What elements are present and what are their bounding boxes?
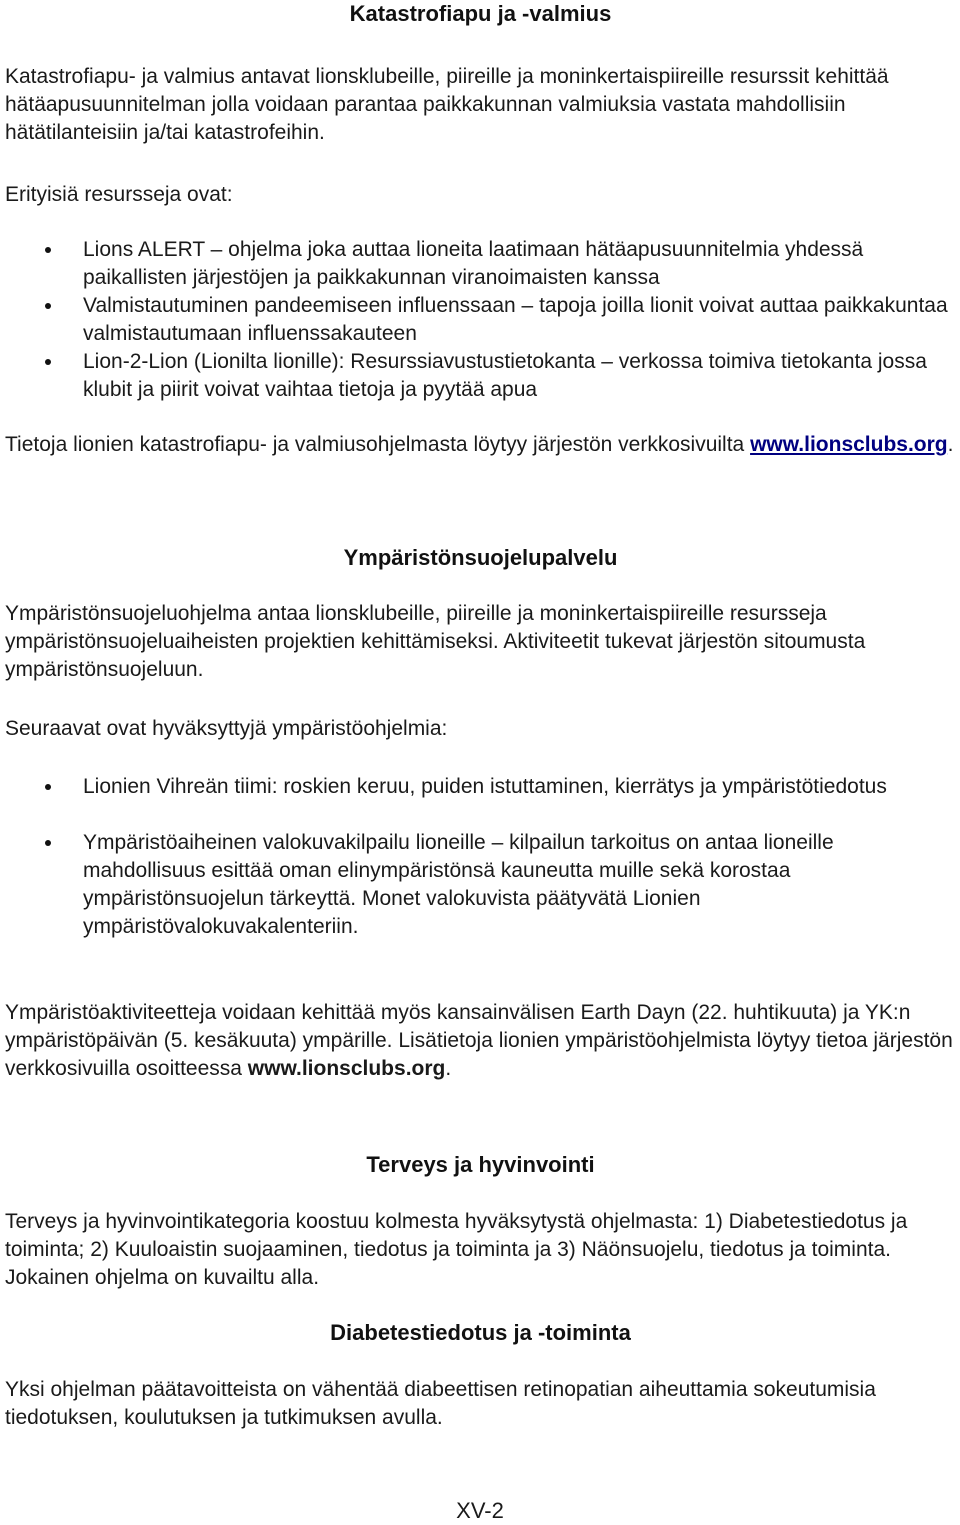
resources-list <box>5 236 956 404</box>
link-suffix: . <box>445 1057 452 1080</box>
resources-label: Erityisiä resursseja ovat: <box>5 183 233 206</box>
page-number: XV-2 <box>456 1498 504 1523</box>
heading-katastrofiapu: Katastrofiapu ja -valmius <box>349 1 612 26</box>
programs-label: Seuraavat ovat hyväksyttyjä ympäristöohjelmia: <box>5 717 448 740</box>
heading-ymparistonsuojelu: Ympäristönsuojelupalvelu <box>343 545 618 570</box>
section2-intro: Ympäristönsuojeluohjelma antaa lionsklubeille, piireille ja moninkertaispiireille resursseja ympäristönsuojeluaiheisten projektien kehittämiseksi. Aktiviteetit tukevat järjestön sitoumusta ympäristönsuojeluun. <box>5 602 866 681</box>
list-item: Ympäristöaiheinen valokuvakilpailu lioneille – kilpailun tarkoitus on antaa lioneille mahdollisuus esittää oman elinympäristönsä kauneutta muille sekä korostaa ympäristönsuojelun tärkeyttä. Monet valokuvista päätyvätä Lionien ympäristövalokuvakalenteriin. <box>5 829 956 941</box>
section1-info <box>5 431 956 459</box>
lionsclubs-address[interactable]: www.lionsclubs.org <box>247 1057 446 1080</box>
section3-intro: Terveys ja hyvinvointikategoria koostuu kolmesta hyväksytystä ohjelmasta: 1) Diabetestiedotus ja toiminta; 2) Kuuloaistin suojaaminen, tiedotus ja toiminta ja 3) Näönsuojelu, tiedotus ja toiminta. Jokainen ohjelma on kuvailtu alla. <box>5 1210 908 1289</box>
section2-outro <box>5 999 956 1083</box>
lionsclubs-link[interactable]: www.lionsclubs.org <box>750 433 948 456</box>
link-suffix: . <box>947 433 954 456</box>
programs-list <box>5 773 956 941</box>
list-item: Lion-2-Lion (Lionilta lionille): Resurssiavustustietokanta – verkossa toimiva tietokanta jossa klubit ja piirit voivat vaihtaa tietoja ja pyytää apua <box>5 348 956 404</box>
list-item: Valmistautuminen pandeemiseen influenssaan – tapoja joilla lionit voivat auttaa paikkakuntaa valmistautumaan influenssakauteen <box>5 292 956 348</box>
outro-text: Ympäristöaktiviteetteja voidaan kehittää myös kansainvälisen Earth Dayn (22. huhtikuuta) ja YK:n ympäristöpäivän (5. kesäkuuta) ympärille. Lisätietoja lionien ympäristöohjelmista löytyy tietoa järjestön verkkosivuilla osoitteessa <box>5 1001 953 1080</box>
section4-intro: Yksi ohjelman päätavoitteista on vähentää diabeettisen retinopatian aiheuttamia sokeutumisia tiedotuksen, koulutuksen ja tutkimuksen avulla. <box>5 1378 876 1429</box>
heading-diabetes: Diabetestiedotus ja -toiminta <box>330 1320 631 1345</box>
list-item: Lions ALERT – ohjelma joka auttaa lioneita laatimaan hätäapusuunnitelmia yhdessä paikallisten järjestöjen ja paikkakunnan viranoimaisten kanssa <box>5 236 956 292</box>
heading-terveys: Terveys ja hyvinvointi <box>366 1152 595 1177</box>
info-text: Tietoja lionien katastrofiapu- ja valmiusohjelmasta löytyy järjestön verkkosivuilta <box>5 433 745 456</box>
section1-intro: Katastrofiapu- ja valmius antavat lionsklubeille, piireille ja moninkertaispiireille resurssit kehittää hätäapusuunnitelman jolla voidaan parantaa paikkakunnan valmiuksia vastata mahdollisiin hätätilanteisiin ja/tai katastrofeihin. <box>5 65 889 144</box>
list-item: Lionien Vihreän tiimi: roskien keruu, puiden istuttaminen, kierrätys ja ympäristötiedotus <box>5 773 956 801</box>
